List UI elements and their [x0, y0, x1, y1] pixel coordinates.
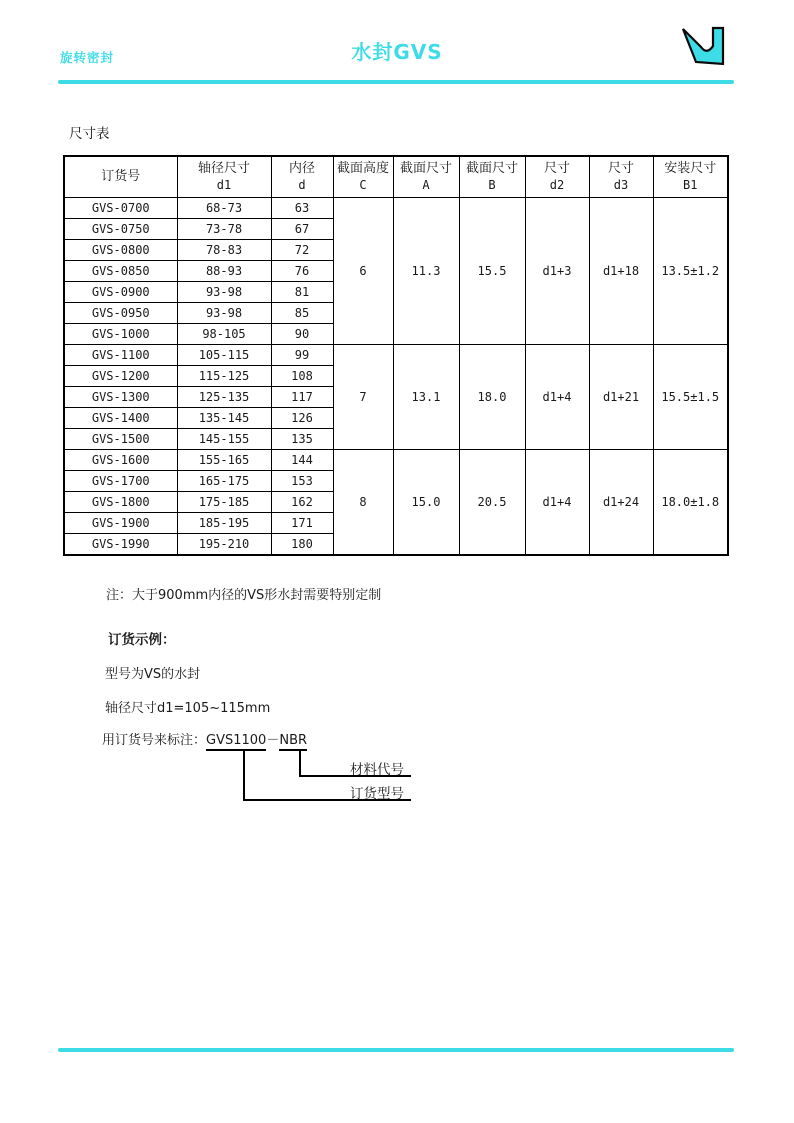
table-cell: 145-155 [177, 429, 271, 450]
col-header-install-b1: 安装尺寸 B1 [653, 156, 728, 198]
table-cell: 63 [271, 198, 333, 219]
table-cell-merged-B: 18.0 [459, 345, 525, 450]
table-cell: 175-185 [177, 492, 271, 513]
table-cell: 155-165 [177, 450, 271, 471]
table-cell: 105-115 [177, 345, 271, 366]
table-cell: GVS-0700 [64, 198, 177, 219]
table-cell-merged-C: 7 [333, 345, 393, 450]
table-cell: GVS-1000 [64, 324, 177, 345]
table-cell: 135 [271, 429, 333, 450]
table-cell: GVS-1990 [64, 534, 177, 556]
table-cell: 125-135 [177, 387, 271, 408]
col-header-shaft-dia: 轴径尺寸 d1 [177, 156, 271, 198]
table-cell-merged-B: 15.5 [459, 198, 525, 345]
table-row [64, 198, 728, 219]
table-cell: 93-98 [177, 282, 271, 303]
table-cell-merged-d3: d1+24 [589, 450, 653, 556]
dimension-table [63, 155, 729, 556]
table-cell-merged-B1: 13.5±1.2 [653, 198, 728, 345]
table-cell: GVS-0850 [64, 261, 177, 282]
table-cell: GVS-1100 [64, 345, 177, 366]
col-header-section-a: 截面尺寸 A [393, 156, 459, 198]
table-cell: GVS-0750 [64, 219, 177, 240]
col-header-section-b: 截面尺寸 B [459, 156, 525, 198]
v-seal-logo-icon [679, 26, 726, 67]
table-cell: 68-73 [177, 198, 271, 219]
table-cell: 135-145 [177, 408, 271, 429]
table-cell-merged-A: 11.3 [393, 198, 459, 345]
table-title: 尺寸表 [69, 126, 110, 142]
table-cell: 85 [271, 303, 333, 324]
order-code-prefix: 用订货号来标注： [102, 733, 207, 748]
table-cell-merged-d2: d1+4 [525, 450, 589, 556]
note-text: 注：大于900mm内径的VS形水封需要特别定制 [106, 588, 382, 603]
table-cell: 117 [271, 387, 333, 408]
col-header-section-height: 截面高度 C [333, 156, 393, 198]
table-cell: 185-195 [177, 513, 271, 534]
col-header-d3: 尺寸 d3 [589, 156, 653, 198]
table-cell-merged-C: 8 [333, 450, 393, 556]
col-header-d2: 尺寸 d2 [525, 156, 589, 198]
table-cell: GVS-1800 [64, 492, 177, 513]
table-row [64, 345, 728, 366]
table-cell: GVS-1400 [64, 408, 177, 429]
table-cell: 90 [271, 324, 333, 345]
table-cell: 81 [271, 282, 333, 303]
table-cell: 171 [271, 513, 333, 534]
order-example-model-line: 型号为VS的水封 [105, 667, 201, 682]
footer-rule [58, 1048, 734, 1052]
callout-model-label: 订货型号 [350, 786, 404, 802]
table-cell-merged-d2: d1+4 [525, 345, 589, 450]
table-cell: 78-83 [177, 240, 271, 261]
dimension-table-body [64, 198, 728, 556]
table-cell: GVS-1200 [64, 366, 177, 387]
table-cell-merged-d3: d1+18 [589, 198, 653, 345]
table-cell: 165-175 [177, 471, 271, 492]
table-cell-merged-d3: d1+21 [589, 345, 653, 450]
table-cell: 144 [271, 450, 333, 471]
table-cell: 67 [271, 219, 333, 240]
col-header-order-no: 订货号 [64, 156, 177, 198]
order-example-title: 订货示例： [108, 632, 176, 648]
table-cell: GVS-1300 [64, 387, 177, 408]
table-cell-merged-B1: 15.5±1.5 [653, 345, 728, 450]
table-cell-merged-A: 13.1 [393, 345, 459, 450]
table-cell: GVS-0900 [64, 282, 177, 303]
table-cell: 72 [271, 240, 333, 261]
order-example-shaft-line: 轴径尺寸d1=105~115mm [105, 701, 271, 716]
order-code-dash: － [266, 733, 280, 748]
table-cell: 180 [271, 534, 333, 556]
table-cell: 153 [271, 471, 333, 492]
table-cell: GVS-0800 [64, 240, 177, 261]
table-cell: GVS-1900 [64, 513, 177, 534]
table-cell-merged-C: 6 [333, 198, 393, 345]
header-rule [58, 80, 734, 84]
table-cell-merged-A: 15.0 [393, 450, 459, 556]
table-cell: 99 [271, 345, 333, 366]
table-cell: 73-78 [177, 219, 271, 240]
table-header-row [64, 156, 728, 198]
callout-material-label: 材料代号 [350, 762, 404, 778]
table-row [64, 450, 728, 471]
table-cell: 126 [271, 408, 333, 429]
table-cell: GVS-0950 [64, 303, 177, 324]
table-cell-merged-B1: 18.0±1.8 [653, 450, 728, 556]
table-cell: GVS-1500 [64, 429, 177, 450]
table-cell: GVS-1700 [64, 471, 177, 492]
header-section-label: 旋转密封 [60, 50, 115, 65]
order-code-line [102, 733, 307, 749]
order-code-model: GVS1100 [206, 733, 266, 751]
table-cell: 108 [271, 366, 333, 387]
table-cell: 195-210 [177, 534, 271, 556]
col-header-inner-dia: 内径 d [271, 156, 333, 198]
table-cell-merged-B: 20.5 [459, 450, 525, 556]
page-title: 水封GVS [351, 40, 443, 64]
table-cell: 93-98 [177, 303, 271, 324]
table-cell: 162 [271, 492, 333, 513]
table-cell: 115-125 [177, 366, 271, 387]
table-cell: GVS-1600 [64, 450, 177, 471]
order-code-material: NBR [279, 733, 307, 751]
table-cell: 76 [271, 261, 333, 282]
table-cell: 98-105 [177, 324, 271, 345]
table-cell: 88-93 [177, 261, 271, 282]
table-cell-merged-d2: d1+3 [525, 198, 589, 345]
